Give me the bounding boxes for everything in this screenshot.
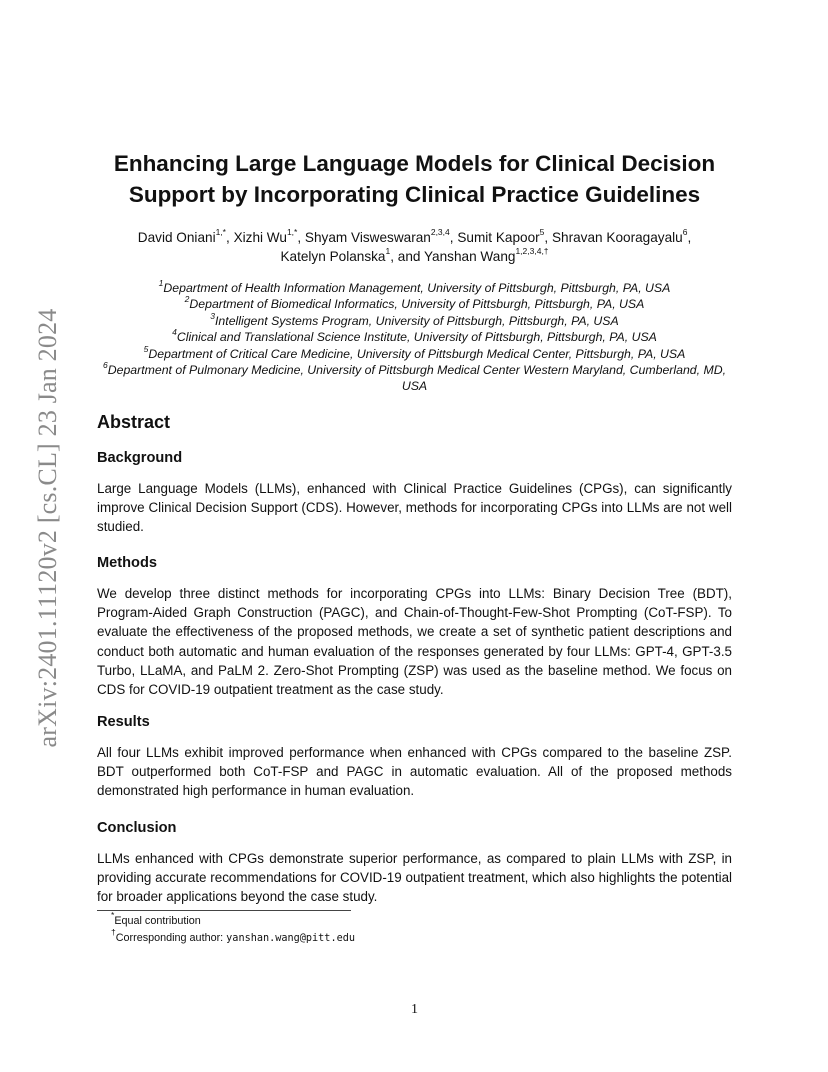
affiliation-number: 6 xyxy=(102,359,108,370)
author-list xyxy=(97,228,732,266)
footnote-corresponding-author xyxy=(111,927,355,946)
results-text: All four LLMs exhibit improved performance when enhanced with CPGs compared to the baseline ZSP. BDT outperformed both CoT-FSP and PAGC in automatic evaluation. All of the proposed methods demonstrated high performance in human evaluation. xyxy=(97,745,732,799)
affiliation-item xyxy=(97,310,732,329)
background-heading: Background xyxy=(97,450,183,466)
affiliation-number: 3 xyxy=(210,310,216,321)
author-name: David Oniani xyxy=(137,230,216,245)
results-heading: Results xyxy=(97,714,150,730)
author-name: Shyam Visweswaran xyxy=(304,230,431,245)
arxiv-identifier: arXiv:2401.11120v2 [cs.CL] 23 Jan 2024 xyxy=(33,308,62,748)
affiliation-item xyxy=(97,343,732,362)
author-separator: , xyxy=(226,230,234,245)
footnote-mark: * xyxy=(111,910,115,921)
author-affil-mark: 6 xyxy=(682,227,688,238)
author-line-1 xyxy=(97,228,732,247)
abstract-heading: Abstract xyxy=(97,412,171,432)
author-line-2 xyxy=(97,247,732,266)
author-name: Shravan Kooragayalu xyxy=(551,230,683,245)
affiliation-text: Department of Biomedical Informatics, University of Pittsburgh, Pittsburgh, PA, USA xyxy=(189,297,645,312)
author-name: Yanshan Wang xyxy=(424,249,516,264)
affiliation-number: 1 xyxy=(158,277,164,288)
footnote-equal-contribution xyxy=(111,910,201,928)
affiliation-item xyxy=(97,296,732,312)
methods-heading: Methods xyxy=(97,555,157,571)
author-affil-mark: 2,3,4 xyxy=(430,227,450,238)
methods-text: We develop three distinct methods for incorporating CPGs into LLMs: Binary Decision Tree (BDT), Program-Aided Graph Construction (PAGC), and Chain-of-Thought-Few-Shot Prompting (CoT-FSP). To evaluate the effectiveness of the proposed methods, we create a set of synthetic patient descriptions and conduct both automatic and human evaluation of the responses generated by four LLMs: GPT-4, GPT-3.5 Turbo, LLaMA, and PaLM 2. Zero-Shot Prompting (ZSP) was used as the baseline method. We focus on CDS for COVID-19 outpatient treatment as the case study. xyxy=(97,586,732,698)
affiliation-number: 5 xyxy=(143,343,149,354)
author-name: Sumit Kapoor xyxy=(457,230,540,245)
affiliation-item xyxy=(97,329,732,345)
conclusion-heading: Conclusion xyxy=(97,820,177,836)
affiliation-text: Department of Health Information Management, University of Pittsburgh, Pittsburgh, PA, USA xyxy=(163,281,671,295)
affiliation-text: Clinical and Translational Science Institute, University of Pittsburgh, Pittsburgh, PA, USA xyxy=(176,330,657,345)
author-affil-mark: 1 xyxy=(385,246,391,257)
page-number: 1 xyxy=(411,1002,418,1017)
author-separator: , xyxy=(449,230,458,245)
author-name: Katelyn Polanska xyxy=(280,249,386,264)
author-separator: , xyxy=(297,230,305,245)
affiliation-item xyxy=(97,359,732,395)
background-text: Large Language Models (LLMs), enhanced with Clinical Practice Guidelines (CPGs), can significantly improve Clinical Decision Support (CDS). However, methods for incorporating CPGs into LLMs are not well studied. xyxy=(97,481,732,535)
affiliation-number: 2 xyxy=(184,294,190,305)
affiliation-list xyxy=(97,277,732,395)
author-affil-mark: 5 xyxy=(539,227,545,238)
author-affil-mark: 1,2,3,4,† xyxy=(515,246,549,257)
footnote-mark: † xyxy=(111,927,116,938)
author-separator: , xyxy=(687,230,692,245)
affiliation-text: Intelligent Systems Program, University of Pittsburgh, Pittsburgh, PA, USA xyxy=(215,313,619,328)
title-line-2: Support by Incorporating Clinical Practice Guidelines xyxy=(128,182,701,207)
affiliation-text: Department of Critical Care Medicine, University of Pittsburgh Medical Center, Pittsburgh, PA, USA xyxy=(148,346,686,361)
title-line-1: Enhancing Large Language Models for Clinical Decision xyxy=(113,151,716,176)
author-separator: , xyxy=(544,230,552,245)
author-affil-mark: 1,* xyxy=(286,227,298,238)
author-name: Xizhi Wu xyxy=(233,230,287,245)
footnote-text: Equal contribution xyxy=(114,915,201,927)
affiliation-item xyxy=(97,277,732,296)
footnote-text: Corresponding author: xyxy=(115,932,227,944)
affiliation-number: 4 xyxy=(172,327,177,338)
author-affil-mark: 1,* xyxy=(215,227,226,238)
footnote-rule xyxy=(97,910,351,911)
corresponding-email[interactable]: yanshan.wang@pitt.edu xyxy=(226,933,355,944)
author-separator: , and xyxy=(390,249,424,264)
conclusion-text: LLMs enhanced with CPGs demonstrate superior performance, as compared to plain LLMs with ZSP, in providing accurate recommendations for COVID-19 outpatient treatment, which also highlights the potential for broader applications beyond the case study. xyxy=(97,851,732,905)
paper-title xyxy=(97,148,732,210)
affiliation-text: Department of Pulmonary Medicine, University of Pittsburgh Medical Center Western Maryland, Cumberland, MD, USA xyxy=(107,363,726,394)
